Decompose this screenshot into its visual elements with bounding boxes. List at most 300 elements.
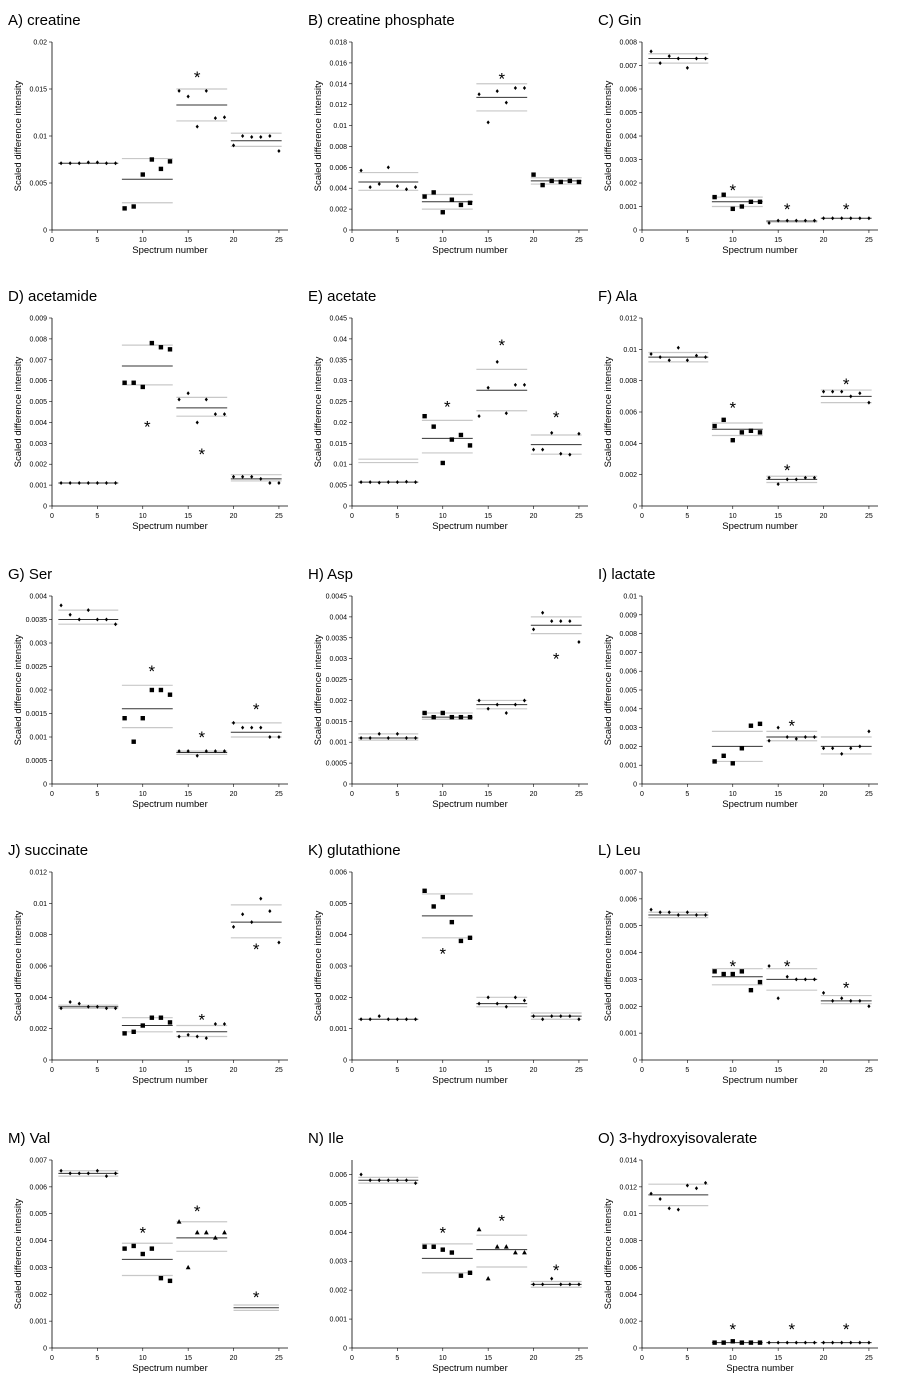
square-marker — [758, 1340, 762, 1344]
diamond-marker — [396, 184, 399, 188]
y-tick-label: 0.04 — [333, 336, 347, 344]
square-marker — [740, 746, 744, 750]
y-tick-label: 0 — [343, 781, 347, 789]
y-tick-label: 0.01 — [333, 123, 347, 131]
significance-star: * — [198, 728, 206, 747]
square-marker — [131, 204, 135, 208]
x-tick-label: 5 — [95, 513, 100, 520]
square-marker — [431, 1245, 435, 1249]
y-tick-label: 0 — [343, 1345, 347, 1353]
y-axis-label: Scaled difference intensity — [603, 356, 614, 468]
x-tick-label: 20 — [229, 1067, 238, 1074]
y-tick-label: 0.008 — [329, 143, 347, 151]
y-axis-label: Scaled difference intensity — [313, 634, 324, 746]
diamond-marker — [396, 1017, 399, 1021]
y-tick-label: 0.004 — [29, 1238, 47, 1246]
diamond-marker — [87, 608, 90, 612]
significance-star: * — [252, 939, 260, 959]
diamond-marker — [69, 1000, 72, 1004]
significance-star: * — [193, 67, 201, 87]
square-marker — [531, 172, 535, 176]
y-axis-label: Scaled difference intensity — [603, 910, 614, 1022]
diamond-marker — [840, 752, 843, 756]
triangle-marker — [522, 1250, 527, 1254]
y-tick-label: 0.003 — [329, 656, 347, 664]
diamond-marker — [505, 411, 508, 415]
x-tick-label: 10 — [438, 1355, 447, 1362]
diamond-marker — [59, 161, 62, 165]
y-tick-label: 0 — [343, 227, 347, 235]
y-tick-label: 0.012 — [619, 315, 637, 323]
square-marker — [159, 1016, 163, 1020]
significance-star: * — [439, 1223, 447, 1243]
chart-panel — [598, 842, 890, 1104]
y-axis-label: Scaled difference intensity — [13, 634, 24, 746]
x-tick-label: 15 — [774, 513, 783, 520]
diamond-marker — [523, 383, 526, 387]
diamond-marker — [477, 698, 480, 702]
y-axis-label: Scaled difference intensity — [313, 80, 324, 192]
square-marker — [168, 347, 172, 351]
diamond-marker — [378, 1014, 381, 1018]
significance-star: * — [498, 69, 506, 89]
diamond-marker — [858, 216, 861, 220]
y-tick-label: 0.0015 — [325, 718, 347, 726]
y-tick-label: 0.003 — [619, 976, 637, 984]
chart-title: M) Val — [8, 1130, 51, 1147]
diamond-marker — [187, 391, 190, 395]
x-axis-label: Spectrum number — [432, 521, 508, 532]
diamond-marker — [532, 1014, 535, 1018]
x-tick-label: 0 — [350, 513, 354, 520]
significance-star: * — [439, 944, 447, 964]
diamond-marker — [550, 619, 553, 623]
chart-panel — [598, 12, 890, 274]
chart-title: A) creatine — [8, 12, 81, 29]
x-tick-label: 15 — [184, 513, 193, 520]
diamond-marker — [369, 185, 372, 189]
square-marker — [540, 183, 544, 187]
chart-title: K) glutathione — [308, 842, 401, 859]
x-tick-label: 15 — [184, 791, 193, 798]
diamond-marker — [668, 910, 671, 914]
chart-svg — [598, 288, 890, 550]
square-marker — [122, 206, 126, 210]
diamond-marker — [105, 618, 108, 622]
square-marker — [168, 1020, 172, 1024]
y-tick-label: 0.0025 — [25, 664, 47, 671]
chart-title: B) creatine phosphate — [308, 12, 455, 29]
chart-panel — [308, 12, 600, 274]
significance-star: * — [252, 1287, 260, 1307]
square-marker — [721, 193, 725, 197]
diamond-marker — [659, 1197, 662, 1201]
y-tick-label: 0.016 — [329, 60, 347, 68]
diamond-marker — [259, 135, 262, 139]
significance-star: * — [729, 398, 737, 418]
diamond-marker — [250, 475, 253, 479]
y-tick-label: 0.002 — [329, 206, 347, 214]
y-tick-label: 0.02 — [333, 419, 347, 427]
square-marker — [749, 724, 753, 728]
y-tick-label: 0.004 — [329, 614, 347, 622]
y-tick-label: 0.002 — [619, 472, 637, 480]
x-tick-label: 10 — [138, 513, 147, 520]
chart-svg — [598, 842, 890, 1104]
diamond-marker — [677, 913, 680, 917]
y-tick-label: 0.003 — [619, 725, 637, 733]
diamond-marker — [822, 216, 825, 220]
chart-panel — [8, 12, 300, 274]
chart-panel — [8, 1130, 300, 1392]
x-tick-label: 5 — [95, 1355, 100, 1362]
y-tick-label: 0.0005 — [25, 758, 47, 765]
y-tick-label: 0.003 — [329, 963, 347, 971]
x-axis-label: Spectrum number — [722, 245, 798, 256]
significance-star: * — [729, 181, 737, 201]
square-marker — [758, 980, 762, 984]
square-marker — [122, 716, 126, 720]
diamond-marker — [378, 481, 381, 485]
y-axis-label: Scaled difference intensity — [13, 910, 24, 1022]
square-marker — [441, 461, 445, 465]
y-tick-label: 0.015 — [29, 86, 47, 94]
significance-star: * — [552, 408, 560, 428]
diamond-marker — [849, 999, 852, 1003]
chart-title: N) Ile — [308, 1130, 344, 1147]
diamond-marker — [268, 909, 271, 913]
diamond-marker — [223, 115, 226, 119]
chart-panel — [308, 288, 600, 550]
x-tick-label: 15 — [184, 1067, 193, 1074]
y-tick-label: 0.014 — [619, 1157, 637, 1165]
x-axis-label: Spectrum number — [132, 1075, 208, 1086]
diamond-marker — [214, 412, 217, 416]
diamond-marker — [477, 92, 480, 96]
square-marker — [450, 198, 454, 202]
y-tick-label: 0.002 — [29, 461, 47, 469]
x-tick-label: 10 — [138, 1067, 147, 1074]
y-tick-label: 0.01 — [623, 1211, 637, 1219]
y-tick-label: 0 — [43, 1345, 47, 1353]
diamond-marker — [659, 61, 662, 65]
diamond-marker — [196, 1035, 199, 1039]
diamond-marker — [96, 1169, 99, 1173]
diamond-marker — [541, 1282, 544, 1286]
y-tick-label: 0.006 — [619, 1264, 637, 1272]
diamond-marker — [577, 640, 580, 644]
square-marker — [159, 688, 163, 692]
x-tick-label: 0 — [50, 791, 54, 798]
diamond-marker — [187, 95, 190, 99]
diamond-marker — [659, 910, 662, 914]
chart-svg — [308, 1130, 600, 1392]
diamond-marker — [487, 707, 490, 711]
square-marker — [721, 754, 725, 758]
x-tick-label: 10 — [728, 1355, 737, 1362]
diamond-marker — [677, 56, 680, 60]
x-tick-label: 25 — [865, 237, 873, 244]
y-tick-label: 0.006 — [29, 1184, 47, 1192]
diamond-marker — [241, 134, 244, 138]
square-marker — [459, 203, 463, 207]
y-tick-label: 0 — [633, 1345, 637, 1353]
x-tick-label: 25 — [275, 513, 283, 520]
square-marker — [150, 688, 154, 692]
diamond-marker — [414, 480, 417, 484]
significance-star: * — [729, 1320, 737, 1340]
chart-svg — [598, 12, 890, 274]
significance-star: * — [842, 978, 850, 998]
square-marker — [150, 157, 154, 161]
diamond-marker — [196, 125, 199, 129]
y-tick-label: 0 — [633, 781, 637, 789]
square-marker — [468, 443, 472, 447]
y-tick-label: 0.005 — [619, 923, 637, 931]
chart-panel — [598, 1130, 890, 1392]
square-marker — [141, 172, 145, 176]
y-tick-label: 0.004 — [29, 994, 47, 1002]
y-tick-label: 0.004 — [619, 950, 637, 958]
diamond-marker — [777, 726, 780, 730]
square-marker — [141, 385, 145, 389]
chart-title: L) Leu — [598, 842, 641, 859]
y-tick-label: 0.004 — [619, 706, 637, 714]
diamond-marker — [114, 481, 117, 485]
chart-panel — [308, 842, 600, 1104]
x-axis-label: Spectra number — [726, 1363, 794, 1374]
y-tick-label: 0.006 — [329, 1171, 347, 1179]
x-tick-label: 20 — [529, 237, 538, 244]
y-tick-label: 0 — [633, 227, 637, 235]
y-tick-label: 0.002 — [29, 1026, 47, 1034]
y-tick-label: 0.002 — [329, 1287, 347, 1295]
diamond-marker — [359, 1017, 362, 1021]
diamond-marker — [114, 1171, 117, 1175]
square-marker — [431, 424, 435, 428]
diamond-marker — [414, 1181, 417, 1185]
diamond-marker — [405, 1178, 408, 1182]
diamond-marker — [858, 1341, 861, 1345]
diamond-marker — [795, 1341, 798, 1345]
y-tick-label: 0.004 — [329, 1229, 347, 1237]
significance-star: * — [842, 374, 850, 394]
diamond-marker — [795, 477, 798, 481]
square-marker — [168, 693, 172, 697]
square-marker — [712, 195, 716, 199]
x-tick-label: 25 — [275, 791, 283, 798]
square-marker — [450, 715, 454, 719]
y-tick-label: 0.002 — [619, 180, 637, 188]
diamond-marker — [359, 736, 362, 740]
x-tick-label: 0 — [50, 513, 54, 520]
square-marker — [712, 759, 716, 763]
x-tick-label: 5 — [395, 1067, 400, 1074]
x-tick-label: 25 — [865, 1067, 873, 1074]
diamond-marker — [668, 54, 671, 58]
diamond-marker — [114, 622, 117, 626]
significance-star: * — [842, 199, 850, 219]
y-axis-label: Scaled difference intensity — [313, 910, 324, 1022]
x-tick-label: 0 — [640, 791, 644, 798]
x-tick-label: 20 — [529, 1067, 538, 1074]
square-marker — [721, 418, 725, 422]
x-tick-label: 15 — [774, 1355, 783, 1362]
significance-star: * — [252, 699, 260, 719]
x-tick-label: 20 — [529, 513, 538, 520]
square-marker — [131, 381, 135, 385]
diamond-marker — [668, 1206, 671, 1210]
x-tick-label: 15 — [484, 1355, 493, 1362]
diamond-marker — [268, 481, 271, 485]
diamond-marker — [677, 1208, 680, 1212]
square-marker — [731, 761, 735, 765]
diamond-marker — [396, 1178, 399, 1182]
y-tick-label: 0.0035 — [325, 635, 347, 643]
square-marker — [422, 414, 426, 418]
diamond-marker — [414, 1017, 417, 1021]
triangle-marker — [495, 1244, 500, 1248]
y-tick-label: 0.001 — [619, 1030, 637, 1038]
y-tick-label: 0.002 — [29, 1291, 47, 1299]
diamond-marker — [767, 739, 770, 743]
y-tick-label: 0.004 — [619, 1291, 637, 1299]
y-axis-label: Scaled difference intensity — [13, 80, 24, 192]
significance-star: * — [788, 716, 796, 736]
chart-svg — [308, 842, 600, 1104]
x-tick-label: 15 — [774, 1067, 783, 1074]
diamond-marker — [568, 1014, 571, 1018]
x-tick-label: 20 — [819, 237, 828, 244]
diamond-marker — [813, 977, 816, 981]
diamond-marker — [568, 619, 571, 623]
x-axis-label: Spectrum number — [132, 1363, 208, 1374]
chart-title: G) Ser — [8, 566, 53, 583]
diamond-marker — [414, 736, 417, 740]
diamond-marker — [477, 414, 480, 418]
diamond-marker — [359, 1172, 362, 1176]
diamond-marker — [277, 735, 280, 739]
y-tick-label: 0.009 — [619, 612, 637, 620]
diamond-marker — [867, 729, 870, 733]
diamond-marker — [369, 480, 372, 484]
diamond-marker — [277, 481, 280, 485]
square-marker — [122, 381, 126, 385]
square-marker — [131, 740, 135, 744]
x-tick-label: 15 — [774, 237, 783, 244]
square-marker — [721, 972, 725, 976]
y-tick-label: 0.001 — [619, 762, 637, 770]
diamond-marker — [568, 1282, 571, 1286]
y-tick-label: 0.045 — [329, 315, 347, 323]
x-tick-label: 10 — [728, 513, 737, 520]
diamond-marker — [695, 56, 698, 60]
y-tick-label: 0.01 — [33, 900, 47, 908]
chart-panel — [598, 566, 890, 828]
y-axis-label: Scaled difference intensity — [603, 80, 614, 192]
diamond-marker — [232, 925, 235, 929]
triangle-marker — [195, 1230, 200, 1234]
x-axis-label: Spectrum number — [722, 799, 798, 810]
diamond-marker — [241, 912, 244, 916]
x-tick-label: 15 — [484, 1067, 493, 1074]
diamond-marker — [505, 101, 508, 105]
x-tick-label: 5 — [685, 1355, 690, 1362]
square-marker — [150, 341, 154, 345]
chart-panel — [308, 1130, 600, 1392]
diamond-marker — [550, 1014, 553, 1018]
diamond-marker — [78, 481, 81, 485]
diamond-marker — [849, 394, 852, 398]
square-marker — [459, 1273, 463, 1277]
x-tick-label: 0 — [640, 513, 644, 520]
y-tick-label: 0.005 — [619, 110, 637, 117]
square-marker — [740, 969, 744, 973]
y-tick-label: 0.002 — [619, 743, 637, 751]
x-tick-label: 10 — [728, 791, 737, 798]
chart-svg — [8, 842, 300, 1104]
y-tick-label: 0.001 — [29, 734, 47, 742]
chart-svg — [598, 566, 890, 828]
diamond-marker — [559, 619, 562, 623]
x-tick-label: 5 — [685, 791, 690, 798]
square-marker — [150, 1246, 154, 1250]
x-tick-label: 0 — [50, 1067, 54, 1074]
x-tick-label: 20 — [819, 513, 828, 520]
diamond-marker — [559, 452, 562, 456]
square-marker — [721, 1340, 725, 1344]
chart-svg — [8, 1130, 300, 1392]
x-tick-label: 10 — [138, 791, 147, 798]
diamond-marker — [831, 216, 834, 220]
square-marker — [141, 1252, 145, 1256]
x-axis-label: Spectrum number — [722, 1075, 798, 1086]
y-tick-label: 0.018 — [329, 39, 347, 47]
diamond-marker — [496, 1002, 499, 1006]
diamond-marker — [514, 383, 517, 387]
x-tick-label: 10 — [728, 237, 737, 244]
y-tick-label: 0 — [343, 503, 347, 511]
square-marker — [431, 715, 435, 719]
x-tick-label: 15 — [484, 237, 493, 244]
x-tick-label: 5 — [95, 791, 100, 798]
diamond-marker — [214, 116, 217, 120]
y-tick-label: 0.007 — [29, 357, 47, 365]
significance-star: * — [198, 1010, 206, 1030]
x-tick-label: 10 — [438, 1067, 447, 1074]
diamond-marker — [241, 726, 244, 730]
square-marker — [168, 1279, 172, 1283]
y-tick-label: 0.0025 — [325, 677, 347, 685]
significance-star: * — [552, 649, 560, 669]
x-tick-label: 0 — [640, 1355, 644, 1362]
x-tick-label: 15 — [484, 513, 493, 520]
diamond-marker — [487, 386, 490, 390]
square-marker — [468, 201, 472, 205]
x-tick-label: 5 — [395, 1355, 400, 1362]
significance-star: * — [783, 460, 791, 480]
x-tick-label: 5 — [395, 513, 400, 520]
diamond-marker — [177, 1035, 180, 1039]
x-tick-label: 0 — [350, 237, 354, 244]
y-tick-label: 0.03 — [333, 378, 347, 386]
diamond-marker — [259, 726, 262, 730]
y-tick-label: 0 — [43, 1057, 47, 1065]
y-tick-label: 0.008 — [619, 1238, 637, 1246]
y-tick-label: 0.015 — [329, 440, 347, 448]
diamond-marker — [259, 477, 262, 481]
chart-title: E) acetate — [308, 288, 377, 305]
